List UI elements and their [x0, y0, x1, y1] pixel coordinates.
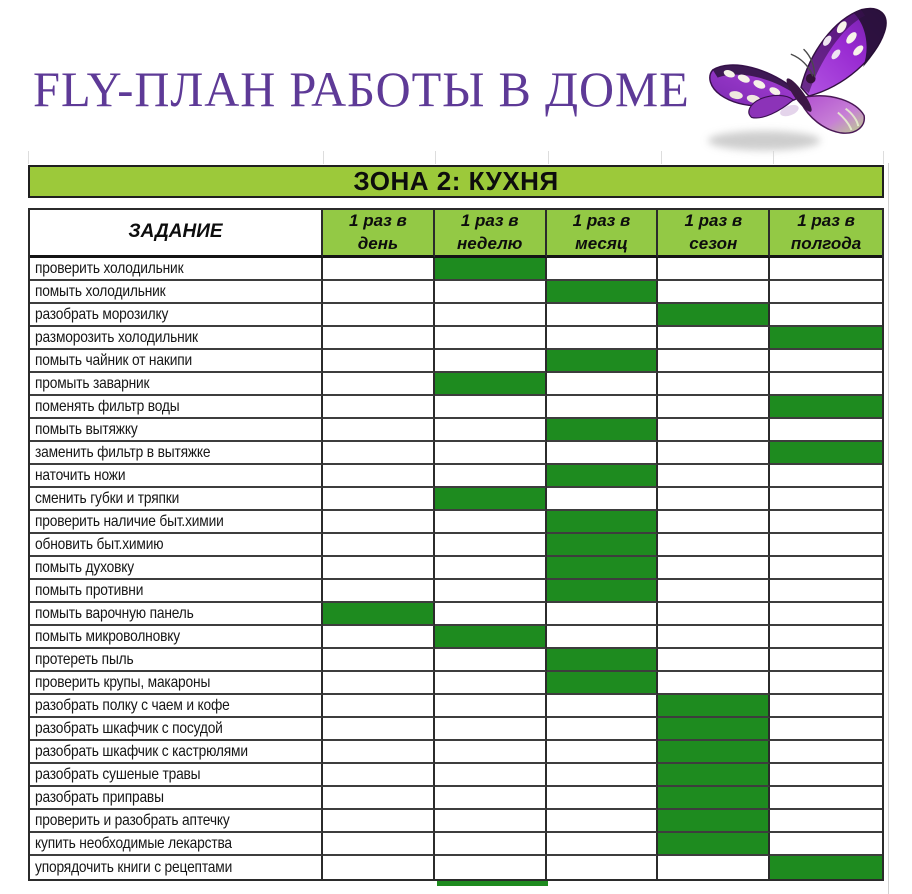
- task-label: наточить ножи: [35, 466, 126, 484]
- column-header-task: ЗАДАНИЕ: [30, 210, 323, 258]
- task-label: промыть заварник: [35, 374, 150, 392]
- frequency-label-line2: сезон: [689, 233, 738, 253]
- frequency-empty-cell: [323, 396, 435, 419]
- butterfly-image: [700, 2, 904, 162]
- frequency-empty-cell: [435, 419, 547, 442]
- zone-header: ЗОНА 2: КУХНЯ: [28, 165, 884, 198]
- frequency-empty-cell: [323, 511, 435, 534]
- frequency-empty-cell: [770, 695, 882, 718]
- task-cell: [30, 764, 323, 787]
- frequency-mark-cell: [547, 419, 659, 442]
- gridline-tick: [883, 151, 884, 164]
- frequency-empty-cell: [435, 833, 547, 856]
- frequency-empty-cell: [770, 787, 882, 810]
- frequency-label-line1: 1 раз в: [572, 211, 631, 231]
- frequency-mark-cell: [658, 787, 770, 810]
- cutoff-next-row-mark: [437, 881, 548, 886]
- frequency-empty-cell: [658, 534, 770, 557]
- frequency-empty-cell: [323, 557, 435, 580]
- column-header-frequency: [547, 210, 659, 258]
- frequency-empty-cell: [658, 580, 770, 603]
- frequency-empty-cell: [435, 350, 547, 373]
- frequency-mark-cell: [547, 534, 659, 557]
- frequency-empty-cell: [770, 350, 882, 373]
- task-label: поменять фильтр воды: [35, 397, 180, 415]
- column-header-frequency: [770, 210, 882, 258]
- frequency-empty-cell: [323, 488, 435, 511]
- frequency-empty-cell: [547, 258, 659, 281]
- frequency-mark-cell: [547, 511, 659, 534]
- frequency-empty-cell: [770, 626, 882, 649]
- frequency-label-line1: 1 раз в: [684, 211, 743, 231]
- task-label: разобрать морозилку: [35, 305, 169, 323]
- task-cell: [30, 442, 323, 465]
- frequency-empty-cell: [547, 718, 659, 741]
- frequency-empty-cell: [547, 695, 659, 718]
- task-cell: [30, 741, 323, 764]
- frequency-mark-cell: [435, 258, 547, 281]
- frequency-empty-cell: [770, 281, 882, 304]
- frequency-empty-cell: [547, 810, 659, 833]
- frequency-empty-cell: [435, 396, 547, 419]
- frequency-empty-cell: [658, 465, 770, 488]
- frequency-empty-cell: [323, 534, 435, 557]
- frequency-empty-cell: [435, 787, 547, 810]
- frequency-empty-cell: [435, 327, 547, 350]
- frequency-empty-cell: [435, 741, 547, 764]
- frequency-empty-cell: [435, 465, 547, 488]
- task-label: проверить холодильник: [35, 259, 184, 277]
- frequency-empty-cell: [547, 764, 659, 787]
- frequency-label-line2: неделю: [457, 233, 523, 253]
- task-cell: [30, 304, 323, 327]
- frequency-empty-cell: [658, 442, 770, 465]
- frequency-empty-cell: [435, 580, 547, 603]
- frequency-label-line1: 1 раз в: [460, 211, 519, 231]
- frequency-empty-cell: [323, 304, 435, 327]
- frequency-empty-cell: [770, 649, 882, 672]
- frequency-empty-cell: [658, 258, 770, 281]
- frequency-empty-cell: [435, 856, 547, 879]
- frequency-empty-cell: [658, 626, 770, 649]
- task-cell: [30, 258, 323, 281]
- frequency-empty-cell: [770, 764, 882, 787]
- frequency-empty-cell: [547, 833, 659, 856]
- frequency-mark-cell: [435, 488, 547, 511]
- frequency-empty-cell: [435, 718, 547, 741]
- frequency-empty-cell: [323, 672, 435, 695]
- frequency-empty-cell: [658, 350, 770, 373]
- frequency-empty-cell: [323, 833, 435, 856]
- frequency-empty-cell: [547, 442, 659, 465]
- frequency-empty-cell: [658, 672, 770, 695]
- task-label: заменить фильтр в вытяжке: [35, 443, 211, 461]
- frequency-label-line2: месяц: [575, 233, 628, 253]
- butterfly-shadow: [708, 131, 820, 150]
- task-label: помыть варочную панель: [35, 604, 194, 622]
- frequency-label-line2: день: [357, 233, 399, 253]
- task-cell: [30, 557, 323, 580]
- task-label: помыть микроволновку: [35, 627, 180, 645]
- frequency-empty-cell: [547, 304, 659, 327]
- frequency-label-line1: 1 раз в: [349, 211, 407, 231]
- frequency-empty-cell: [770, 672, 882, 695]
- task-cell: [30, 465, 323, 488]
- gridline-tick: [435, 151, 436, 164]
- task-label: проверить и разобрать аптечку: [35, 811, 230, 829]
- frequency-mark-cell: [770, 396, 882, 419]
- frequency-empty-cell: [323, 281, 435, 304]
- task-cell: [30, 350, 323, 373]
- frequency-empty-cell: [323, 580, 435, 603]
- frequency-empty-cell: [435, 695, 547, 718]
- task-label: помыть противни: [35, 581, 144, 599]
- task-cell: [30, 373, 323, 396]
- frequency-empty-cell: [547, 603, 659, 626]
- frequency-label-line2: полгода: [790, 233, 862, 253]
- frequency-empty-cell: [658, 396, 770, 419]
- task-label: разобрать приправы: [35, 788, 164, 806]
- right-gridline: [888, 163, 889, 894]
- frequency-empty-cell: [547, 396, 659, 419]
- task-cell: [30, 810, 323, 833]
- frequency-empty-cell: [435, 557, 547, 580]
- frequency-empty-cell: [547, 488, 659, 511]
- task-cell: [30, 787, 323, 810]
- frequency-mark-cell: [547, 350, 659, 373]
- gridline-tick: [661, 151, 662, 164]
- frequency-empty-cell: [770, 741, 882, 764]
- task-label: помыть холодильник: [35, 282, 166, 300]
- task-label: разобрать шкафчик с кастрюлями: [35, 742, 248, 760]
- frequency-empty-cell: [323, 649, 435, 672]
- task-cell: [30, 534, 323, 557]
- frequency-empty-cell: [658, 327, 770, 350]
- frequency-empty-cell: [547, 626, 659, 649]
- frequency-empty-cell: [323, 787, 435, 810]
- frequency-empty-cell: [435, 304, 547, 327]
- task-label: разобрать полку с чаем и кофе: [35, 696, 230, 714]
- task-label: протереть пыль: [35, 650, 134, 668]
- frequency-empty-cell: [323, 442, 435, 465]
- frequency-empty-cell: [435, 511, 547, 534]
- task-grid: [28, 208, 884, 881]
- frequency-empty-cell: [435, 764, 547, 787]
- task-label: разобрать шкафчик с посудой: [35, 719, 223, 737]
- frequency-empty-cell: [323, 741, 435, 764]
- task-cell: [30, 695, 323, 718]
- frequency-empty-cell: [435, 810, 547, 833]
- frequency-empty-cell: [323, 856, 435, 879]
- frequency-empty-cell: [658, 649, 770, 672]
- frequency-empty-cell: [770, 488, 882, 511]
- frequency-empty-cell: [770, 258, 882, 281]
- task-cell: [30, 580, 323, 603]
- frequency-empty-cell: [323, 810, 435, 833]
- frequency-empty-cell: [323, 764, 435, 787]
- frequency-empty-cell: [435, 649, 547, 672]
- column-header-frequency: [435, 210, 547, 258]
- frequency-empty-cell: [547, 856, 659, 879]
- frequency-mark-cell: [323, 603, 435, 626]
- frequency-mark-cell: [658, 718, 770, 741]
- frequency-empty-cell: [323, 718, 435, 741]
- frequency-empty-cell: [323, 695, 435, 718]
- task-cell: [30, 603, 323, 626]
- frequency-empty-cell: [770, 580, 882, 603]
- task-cell: [30, 327, 323, 350]
- frequency-mark-cell: [658, 810, 770, 833]
- frequency-empty-cell: [658, 603, 770, 626]
- frequency-mark-cell: [547, 649, 659, 672]
- task-label: проверить крупы, макароны: [35, 673, 211, 691]
- task-cell: [30, 856, 323, 879]
- task-cell: [30, 672, 323, 695]
- frequency-empty-cell: [547, 741, 659, 764]
- frequency-mark-cell: [770, 442, 882, 465]
- frequency-mark-cell: [547, 557, 659, 580]
- frequency-empty-cell: [547, 787, 659, 810]
- frequency-mark-cell: [658, 304, 770, 327]
- task-cell: [30, 511, 323, 534]
- frequency-empty-cell: [658, 419, 770, 442]
- frequency-mark-cell: [435, 373, 547, 396]
- frequency-empty-cell: [770, 373, 882, 396]
- frequency-empty-cell: [658, 488, 770, 511]
- frequency-mark-cell: [770, 856, 882, 879]
- frequency-empty-cell: [547, 373, 659, 396]
- frequency-empty-cell: [547, 327, 659, 350]
- frequency-empty-cell: [770, 465, 882, 488]
- task-label: помыть чайник от накипи: [35, 351, 193, 369]
- task-cell: [30, 488, 323, 511]
- task-label: сменить губки и тряпки: [35, 489, 180, 507]
- frequency-label-line1: 1 раз в: [797, 211, 855, 231]
- frequency-empty-cell: [770, 810, 882, 833]
- frequency-empty-cell: [323, 258, 435, 281]
- task-cell: [30, 419, 323, 442]
- frequency-mark-cell: [547, 465, 659, 488]
- gridline-tick: [548, 151, 549, 164]
- task-label: помыть духовку: [35, 558, 134, 576]
- frequency-empty-cell: [323, 626, 435, 649]
- fly-plan-table: [28, 165, 884, 881]
- frequency-empty-cell: [770, 534, 882, 557]
- task-label: помыть вытяжку: [35, 420, 138, 438]
- frequency-mark-cell: [658, 833, 770, 856]
- frequency-empty-cell: [658, 373, 770, 396]
- frequency-mark-cell: [547, 580, 659, 603]
- frequency-mark-cell: [547, 281, 659, 304]
- frequency-empty-cell: [323, 465, 435, 488]
- frequency-empty-cell: [323, 327, 435, 350]
- frequency-empty-cell: [770, 557, 882, 580]
- task-label: купить необходимые лекарства: [35, 834, 232, 852]
- frequency-empty-cell: [770, 511, 882, 534]
- column-header-frequency: [658, 210, 770, 258]
- frequency-mark-cell: [435, 626, 547, 649]
- task-label: упорядочить книги с рецептами: [35, 858, 233, 876]
- frequency-empty-cell: [770, 603, 882, 626]
- frequency-empty-cell: [435, 672, 547, 695]
- frequency-empty-cell: [435, 281, 547, 304]
- frequency-empty-cell: [770, 304, 882, 327]
- frequency-mark-cell: [658, 764, 770, 787]
- frequency-mark-cell: [658, 695, 770, 718]
- frequency-empty-cell: [435, 603, 547, 626]
- gridline-tick: [773, 151, 774, 164]
- task-cell: [30, 718, 323, 741]
- task-label: разморозить холодильник: [35, 328, 198, 346]
- frequency-empty-cell: [323, 373, 435, 396]
- task-cell: [30, 649, 323, 672]
- task-cell: [30, 833, 323, 856]
- frequency-empty-cell: [435, 442, 547, 465]
- task-label: разобрать сушеные травы: [35, 765, 201, 783]
- task-cell: [30, 396, 323, 419]
- frequency-empty-cell: [770, 833, 882, 856]
- task-label: проверить наличие быт.химии: [35, 512, 224, 530]
- frequency-empty-cell: [770, 419, 882, 442]
- gridline-tick: [323, 151, 324, 164]
- page-title: FLY-ПЛАН РАБОТЫ В ДОМЕ: [33, 61, 690, 117]
- task-cell: [30, 626, 323, 649]
- frequency-empty-cell: [323, 350, 435, 373]
- frequency-empty-cell: [658, 557, 770, 580]
- task-label: обновить быт.химию: [35, 535, 164, 553]
- frequency-mark-cell: [547, 672, 659, 695]
- frequency-mark-cell: [770, 327, 882, 350]
- frequency-empty-cell: [323, 419, 435, 442]
- frequency-empty-cell: [658, 511, 770, 534]
- column-header-frequency: [323, 210, 435, 258]
- frequency-empty-cell: [658, 281, 770, 304]
- task-cell: [30, 281, 323, 304]
- frequency-empty-cell: [770, 718, 882, 741]
- frequency-mark-cell: [658, 741, 770, 764]
- frequency-empty-cell: [435, 534, 547, 557]
- gridline-tick: [28, 151, 29, 164]
- frequency-empty-cell: [658, 856, 770, 879]
